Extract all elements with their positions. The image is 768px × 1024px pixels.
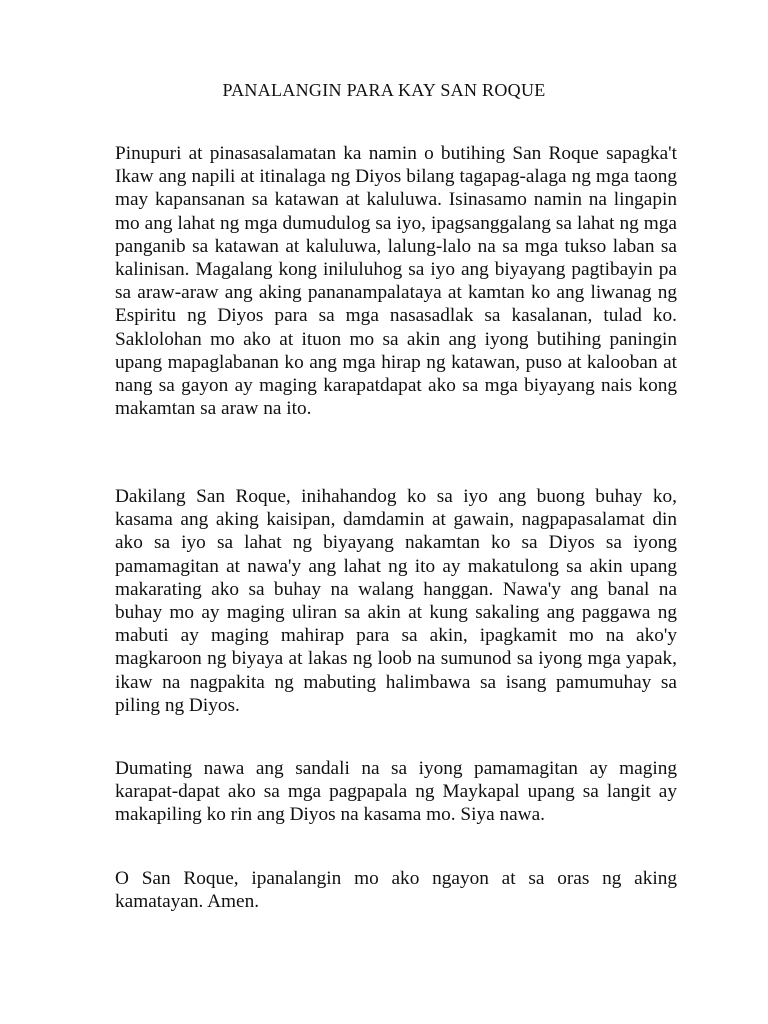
document-title: PANALANGIN PARA KAY SAN ROQUE xyxy=(222,80,546,100)
paragraph-4: O San Roque, ipanalangin mo ako ngayon at sa oras ng aking kamatayan. Amen. xyxy=(115,868,677,913)
paragraph-1: Pinupuri at pinasasalamatan ka namin o butihing San Roque sapagka't Ikaw ang napili at itinalaga ng Diyos bilang tagapag-alaga ng mga taong may kapansanan sa katawan at kaluluwa. Isinasamo namin na lingapin mo ang lahat ng mga dumudulog sa iyo, ipagsanggalang sa lahat ng mga panganib sa katawan at kaluluwa, lalung-lalo na sa mga tukso laban sa kalinisan. Magalang kong iniluluhog sa iyo ang biyayang pagtibayin pa sa araw-araw ang aking pananampalataya at kamtan ko ang liwanag ng Espiritu ng Diyos para sa mga nasasadlak sa kasalanan, tulad ko. Saklolohan mo ako at ituon mo sa akin ang iyong butihing paningin upang mapaglabanan ko ang mga hirap ng katawan, puso at kalooban at nang sa gayon ay maging karapatdapat ako sa mga biyayang nais kong makamtan sa araw na ito. xyxy=(115,143,677,420)
paragraph-2: Dakilang San Roque, inihahandog ko sa iyo ang buong buhay ko, kasama ang aking kaisipan, damdamin at gawain, nagpapasalamat din ako sa iyo sa lahat ng biyayang nakamtan ko sa Diyos sa iyong pamamagitan at nawa'y ang lahat ng ito ay makatulong sa akin upang makarating ako sa buhay na walang hanggan. Nawa'y ang banal na buhay mo ay maging uliran sa akin at kung sakaling ang paggawa ng mabuti ay maging mahirap para sa akin, ipagkamit mo na ako'y magkaroon ng biyaya at lakas ng loob na sumunod sa iyong mga yapak, ikaw na nagpakita ng mabuting halimbawa sa isang pamumuhay sa piling ng Diyos. xyxy=(115,486,677,716)
paragraph-3: Dumating nawa ang sandali na sa iyong pamamagitan ay maging karapat-dapat ako sa mga pagpapala ng Maykapal upang sa langit ay makapiling ko rin ang Diyos na kasama mo. Siya nawa. xyxy=(115,758,677,826)
